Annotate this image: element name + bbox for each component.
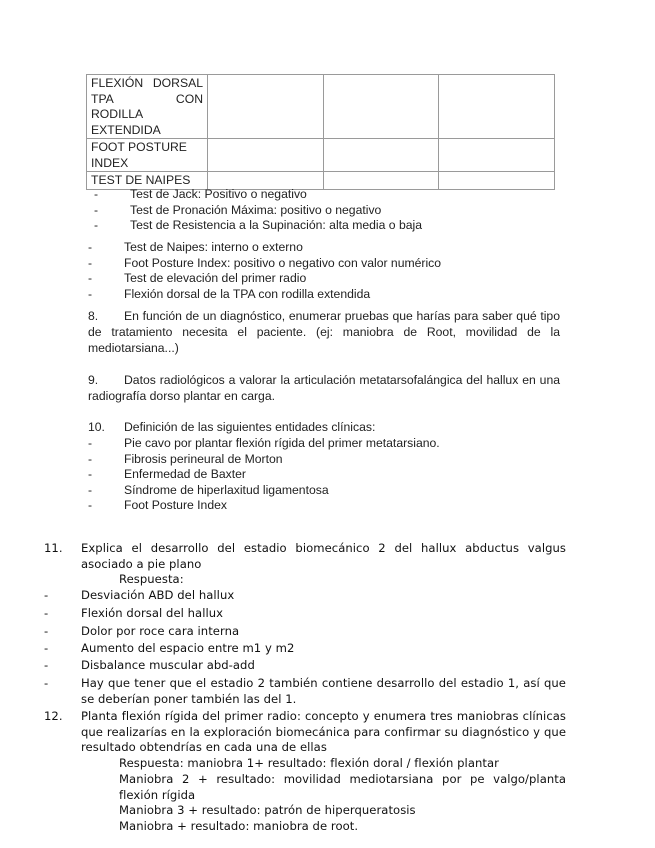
question-8: [88, 309, 560, 356]
question-number: 8.: [88, 309, 99, 323]
bullet: -: [88, 436, 93, 450]
bullet: -: [88, 271, 93, 285]
bullet: -: [88, 256, 93, 270]
question-title: Definición de las siguientes entidades clínicas:: [124, 420, 376, 434]
answer-line: Maniobra 2 + resultado: movilidad mediotarsiana por pe valgo/planta flexión rígida: [119, 772, 566, 802]
list-item: Flexión dorsal del hallux: [81, 606, 224, 620]
table-cell: [87, 75, 208, 139]
assessment-table: [86, 74, 555, 190]
cell-line: TPA CON: [91, 91, 203, 106]
table-cell: [439, 75, 555, 139]
bullet: -: [88, 287, 93, 301]
list-item: Foot Posture Index: positivo o negativo con valor numérico: [124, 256, 442, 270]
table-row: [87, 75, 555, 139]
bullet: -: [88, 483, 93, 497]
list-item: Disbalance muscular abd-add: [81, 658, 255, 672]
bullet: -: [44, 641, 49, 655]
bullet: -: [44, 676, 49, 690]
answer-line: Maniobra + resultado: maniobra de root.: [119, 819, 359, 833]
question-text: En función de un diagnóstico, enumerar pruebas que harías para saber qué tipo de tratamiento necesita el paciente. (ej: maniobra de Root, movilidad de la mediotarsiana...): [88, 309, 560, 355]
question-number: 12.: [44, 709, 63, 723]
list-item: Foot Posture Index: [124, 498, 227, 512]
bullet: -: [44, 588, 49, 602]
bullet: -: [94, 218, 99, 232]
bullet: -: [44, 658, 49, 672]
list-item: Test de Resistencia a la Supinación: alta media o baja: [130, 218, 422, 232]
question-number: 9.: [88, 373, 99, 387]
bullet: -: [94, 203, 99, 217]
list-item: Test de elevación del primer radio: [124, 271, 307, 285]
table-cell: [439, 139, 555, 172]
cell-line: FLEXIÓN DORSAL: [91, 76, 203, 90]
list-item: Fibrosis perineural de Morton: [124, 452, 283, 466]
cell-line: RODILLA: [91, 107, 144, 121]
answer-line: Maniobra 3 + resultado: patrón de hiperqueratosis: [119, 803, 416, 817]
question-9: [88, 373, 560, 405]
cell-line: EXTENDIDA: [91, 122, 161, 137]
question-number: 10.: [88, 420, 105, 434]
question-text: Datos radiológicos a valorar la articulación metatarsofalángica del hallux en una radiografía dorso plantar en carga.: [88, 373, 560, 403]
bullet: -: [44, 624, 49, 638]
table-cell: [208, 75, 324, 139]
list-item: Desviación ABD del hallux: [81, 588, 235, 602]
list-item: Síndrome de hiperlaxitud ligamentosa: [124, 483, 329, 497]
table-cell: [87, 139, 208, 172]
table-cell: [324, 172, 439, 190]
cell-line: TEST DE NAIPES: [91, 173, 191, 187]
table-cell: [208, 139, 324, 172]
table-cell: [439, 172, 555, 190]
bullet: -: [94, 187, 99, 201]
table-cell: [324, 75, 439, 139]
list-item: Enfermedad de Baxter: [124, 467, 246, 481]
list-item: Test de Naipes: interno o externo: [124, 240, 303, 254]
list-item: Test de Jack: Positivo o negativo: [130, 187, 307, 201]
table-cell: [324, 139, 439, 172]
bullet: -: [88, 498, 93, 512]
list-item: Pie cavo por plantar flexión rígida del primer metatarsiano.: [124, 436, 440, 450]
table-row: [87, 139, 555, 172]
list-item: Test de Pronación Máxima: positivo o negativo: [130, 203, 382, 217]
answer-line: Respuesta: maniobra 1+ resultado: flexión doral / flexión plantar: [119, 756, 499, 770]
bullet: -: [88, 240, 93, 254]
list-item: Hay que tener que el estadio 2 también contiene desarrollo del estadio 1, así que se deberían poner también las del 1.: [81, 676, 566, 706]
bullet: -: [44, 606, 49, 620]
list-item: Flexión dorsal de la TPA con rodilla extendida: [124, 287, 371, 301]
cell-line: INDEX: [91, 155, 129, 170]
bullet: -: [88, 452, 93, 466]
list-item: Aumento del espacio entre m1 y m2: [81, 641, 295, 655]
cell-line: FOOT POSTURE: [91, 140, 187, 154]
question-text: Explica el desarrollo del estadio biomecánico 2 del hallux abductus valgus asociado a pie plano: [81, 541, 566, 571]
bullet: -: [88, 467, 93, 481]
answer-label: Respuesta:: [119, 572, 184, 586]
list-item: Dolor por roce cara interna: [81, 624, 240, 638]
question-number: 11.: [44, 541, 63, 555]
question-text: Planta flexión rígida del primer radio: concepto y enumera tres maniobras clínicas que realizarías en la exploración biomecánica para confirmar su diagnóstico y que resultado obtendrías en cada una de ellas: [81, 709, 566, 755]
